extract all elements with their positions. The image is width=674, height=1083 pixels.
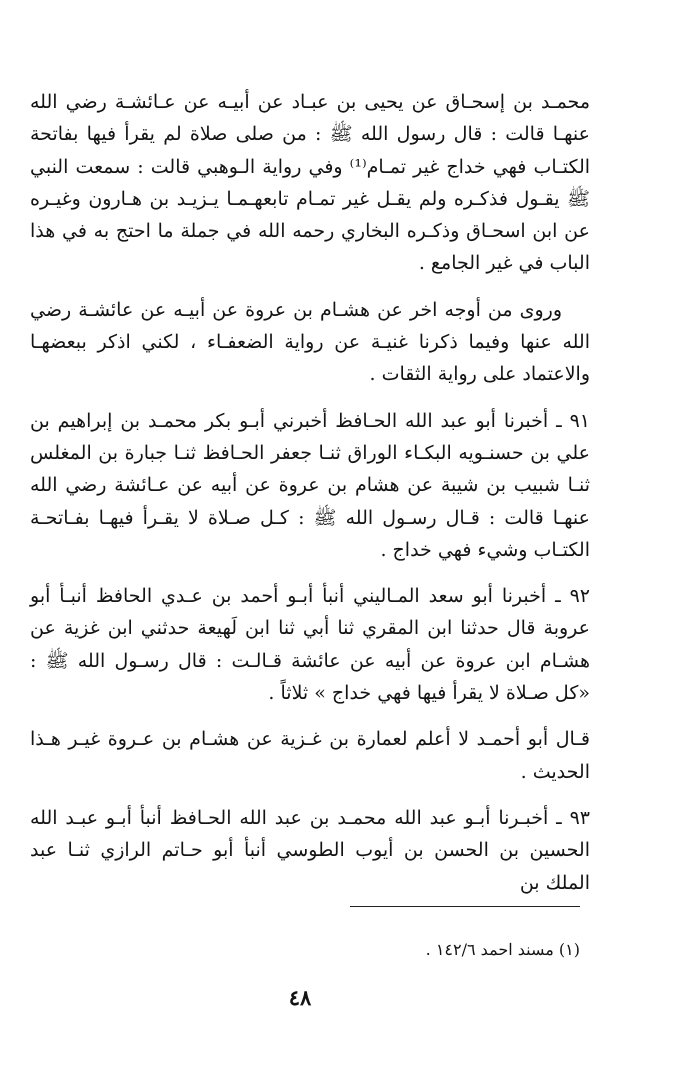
footnote-separator bbox=[350, 906, 580, 907]
paragraph-hadith-92: ٩٢ ـ أخبرنا أبو سعد المـاليني أنبأ أبـو أحمد بن عـدي الحافظ أنبـأ أبو عروبة قال حدثنا ابن المقري ثنا أبي ثنا ابن لَهيعة حدثني ابن غزية عن هشـام ابن عروة عن أبيه عن عائشة قـالـت : قال رسـول الله ﷺ : «كل صـلاة لا يقرأ فيها فهي خداج » ثلاثاً . bbox=[30, 585, 590, 705]
page-body bbox=[30, 86, 590, 899]
paragraph-hadith-91: ٩١ ـ أخبرنا أبو عبد الله الحـافظ أخبرني أبـو بكر محمـد بن إبراهيم بن علي بن حسنـويه البكـاء الوراق ثنـا جعفر الحـافظ ثنـا جبارة بن المغلس ثنـا شبيب بن شيبة عن هشام بن عروة عن أبيه عن عـائشة رضي الله عنهـا قالت : قـال رسـول الله ﷺ : كـل صـلاة لا يقـرأ فيهـا بفـاتحـة الكتـاب وشيء فهي خداج . bbox=[30, 409, 590, 561]
paragraph-other-chains: وروى من أوجه اخر عن هشـام بن عروة عن أبيـه عن عائشـة رضي الله عنها وفيما ذكرنا غنيـة عن رواية الضعفـاء ، لكني اذكر ببعضهـا والاعتماد على رواية الثقات . bbox=[30, 298, 590, 386]
paragraph-abu-ahmad-comment: قـال أبو أحمـد لا أعلم لعمارة بن غـزية عن هشـام بن عـروة غيـر هـذا الحديث . bbox=[30, 728, 590, 783]
footnote: (١) مسند احمد ١٤٢/٦ . bbox=[425, 940, 580, 959]
paragraph-hadith-aisha-continuation: محمـد بن إسحـاق عن يحيى بن عبـاد عن أبيـه عن عـائشـة رضي الله عنهـا قالت : قال رسول الله ﷺ : من صلى صلاة لم يقرأ فيها بفاتحة الكتـاب فهي خداج غير تمـام⁽¹⁾ وفي رواية الـوهبي قالت : سمعت النبي ﷺ يقـول فذكـره ولم يقـل غير تمـام تابعهـمـا يـزيـد بن هـارون وغيـره عن ابن اسحـاق وذكـره البخاري رحمه الله في جملة ما احتج به في هذا الباب في غير الجامع . bbox=[30, 91, 591, 275]
paragraph-hadith-93: ٩٣ ـ أخبـرنا أبـو عبد الله محمـد بن عبد الله الحـافظ أنبأ أبـو عبـد الله الحسين بن الحسن بن أيوب الطوسي أنبأ أبو حـاتم الرازي ثنـا عبد الملك بن bbox=[30, 806, 590, 894]
page-number: ٤٨ bbox=[288, 985, 312, 1010]
